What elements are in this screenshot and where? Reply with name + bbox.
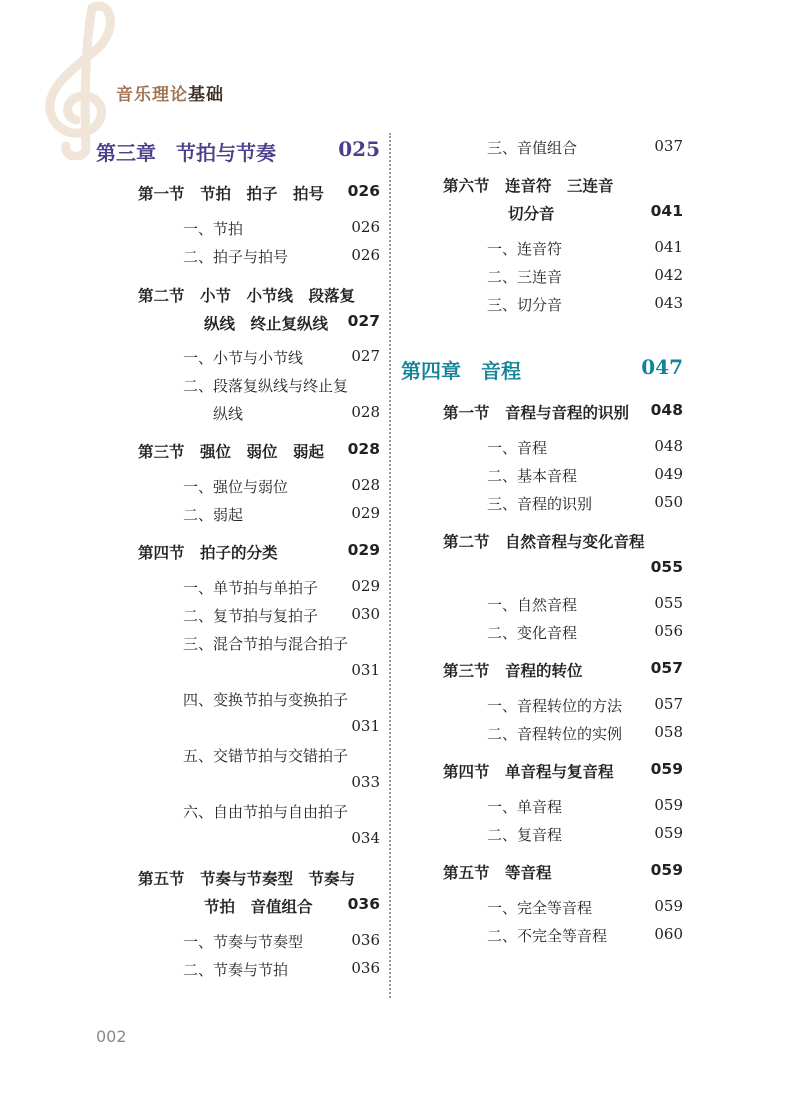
toc-section[interactable] [138, 541, 380, 563]
toc-section[interactable] [443, 659, 683, 681]
item-page: 028 [351, 476, 380, 494]
item-page: 036 [351, 959, 380, 977]
toc-item[interactable] [183, 931, 380, 952]
section-page: 026 [347, 182, 380, 200]
item-title: 二、复音程 [487, 826, 563, 844]
toc-section[interactable] [443, 401, 683, 423]
section-title: 第三节 音程的转位 [443, 662, 583, 680]
toc-item[interactable] [183, 689, 348, 710]
item-page: 050 [654, 493, 683, 511]
item-title: 二、拍子与拍号 [183, 248, 289, 266]
item-title: 三、音值组合 [487, 139, 578, 157]
toc-item-cont[interactable] [213, 403, 380, 424]
section-page: 029 [347, 541, 380, 559]
item-page: 059 [654, 796, 683, 814]
item-page: 027 [351, 347, 380, 365]
section-title: 第三节 强位 弱位 弱起 [138, 443, 325, 461]
item-title: 一、完全等音程 [487, 899, 593, 917]
item-title: 一、自然音程 [487, 596, 578, 614]
toc-section[interactable] [443, 861, 683, 883]
item-title: 三、音程的识别 [487, 495, 593, 513]
toc-item[interactable] [183, 959, 380, 980]
item-title: 一、强位与弱位 [183, 478, 289, 496]
item-title: 二、变化音程 [487, 624, 578, 642]
toc-section[interactable] [443, 530, 645, 552]
item-page: 059 [654, 824, 683, 842]
item-title: 三、混合节拍与混合拍子 [183, 635, 349, 653]
toc-item[interactable] [487, 465, 683, 486]
running-title [116, 80, 224, 105]
toc-section[interactable] [138, 867, 355, 889]
section-title: 第二节 自然音程与变化音程 [443, 533, 645, 551]
section-title-cont: 切分音 [508, 205, 555, 223]
section-page: 048 [650, 401, 683, 419]
item-page: 037 [654, 137, 683, 155]
toc-item[interactable] [487, 493, 683, 514]
toc-item[interactable] [183, 577, 380, 598]
item-page: 033 [351, 773, 380, 791]
section-title-cont: 纵线 终止复纵线 [204, 315, 329, 333]
section-page: 055 [650, 558, 683, 576]
toc-section[interactable] [138, 440, 380, 462]
item-title: 一、单节拍与单拍子 [183, 579, 319, 597]
item-page: 057 [654, 695, 683, 713]
section-page: 057 [650, 659, 683, 677]
item-page: 029 [351, 504, 380, 522]
running-title-part1: 音乐理论 [116, 85, 188, 105]
toc-item[interactable] [487, 137, 683, 158]
toc-item[interactable] [183, 633, 348, 654]
treble-clef-icon [20, 0, 130, 160]
item-title: 二、基本音程 [487, 467, 578, 485]
item-title: 一、音程转位的方法 [487, 697, 623, 715]
section-page: 059 [650, 861, 683, 879]
item-page: 048 [654, 437, 683, 455]
section-title: 第五节 等音程 [443, 864, 552, 882]
item-title: 二、复节拍与复拍子 [183, 607, 319, 625]
item-title: 一、小节与小节线 [183, 349, 304, 367]
item-title: 一、连音符 [487, 240, 563, 258]
toc-section[interactable] [443, 760, 683, 782]
item-page: 041 [654, 238, 683, 256]
section-title: 第六节 连音符 三连音 [443, 177, 614, 195]
toc-section-cont[interactable] [204, 895, 380, 917]
chapter-page: 047 [641, 355, 683, 379]
toc-item[interactable] [487, 594, 683, 615]
toc-section-cont[interactable] [204, 312, 380, 334]
section-page: 041 [650, 202, 683, 220]
toc-item[interactable] [183, 218, 380, 239]
item-page: 056 [654, 622, 683, 640]
toc-section[interactable] [138, 284, 355, 306]
chapter-title: 第四章 音程 [401, 359, 521, 383]
item-title: 一、音程 [487, 439, 548, 457]
item-page: 042 [654, 266, 683, 284]
item-title: 一、节奏与节奏型 [183, 933, 304, 951]
item-page: 049 [654, 465, 683, 483]
toc-section-cont[interactable] [508, 202, 683, 224]
toc-item[interactable] [183, 504, 380, 525]
item-page: 034 [351, 829, 380, 847]
toc-section[interactable] [138, 182, 380, 204]
item-page: 059 [654, 897, 683, 915]
item-page: 043 [654, 294, 683, 312]
item-title: 五、交错节拍与交错拍子 [183, 747, 349, 765]
item-page: 060 [654, 925, 683, 943]
item-page: 058 [654, 723, 683, 741]
section-title: 第五节 节奏与节奏型 节奏与 [138, 870, 356, 888]
item-page: 031 [351, 661, 380, 679]
toc-item[interactable] [487, 238, 683, 259]
toc-item[interactable] [487, 294, 683, 315]
toc-item[interactable] [183, 375, 348, 396]
item-page: 030 [351, 605, 380, 623]
toc-item[interactable] [183, 476, 380, 497]
column-divider [389, 133, 391, 998]
section-page: 027 [347, 312, 380, 330]
item-title: 一、单音程 [487, 798, 563, 816]
running-title-part2: 基础 [188, 85, 224, 105]
section-page: 028 [347, 440, 380, 458]
toc-item[interactable] [487, 266, 683, 287]
chapter-title: 第三章 节拍与节奏 [96, 141, 276, 165]
section-title: 第四节 单音程与复音程 [443, 763, 614, 781]
item-page: 029 [351, 577, 380, 595]
toc-item[interactable] [487, 824, 683, 845]
item-title: 二、不完全等音程 [487, 927, 608, 945]
item-title: 六、自由节拍与自由拍子 [183, 803, 349, 821]
item-title-cont: 纵线 [213, 405, 244, 423]
section-title: 第一节 节拍 拍子 拍号 [138, 185, 325, 203]
item-page: 026 [351, 218, 380, 236]
chapter-page: 025 [338, 137, 380, 161]
toc-item[interactable] [487, 622, 683, 643]
toc-item[interactable] [183, 745, 348, 766]
item-title: 二、三连音 [487, 268, 563, 286]
item-title: 一、节拍 [183, 220, 244, 238]
section-title: 第一节 音程与音程的识别 [443, 404, 630, 422]
toc-chapter-4[interactable] [401, 355, 683, 384]
item-title: 二、弱起 [183, 506, 244, 524]
item-page: 031 [351, 717, 380, 735]
item-page: 036 [351, 931, 380, 949]
toc-item[interactable] [183, 605, 380, 626]
item-page: 055 [654, 594, 683, 612]
section-title: 第四节 拍子的分类 [138, 544, 278, 562]
section-page: 059 [650, 760, 683, 778]
item-title: 二、音程转位的实例 [487, 725, 623, 743]
toc-chapter-3[interactable] [96, 137, 380, 166]
section-page: 036 [347, 895, 380, 913]
toc-item[interactable] [183, 347, 380, 368]
section-title-cont: 节拍 音值组合 [204, 898, 313, 916]
toc-item[interactable] [183, 801, 348, 822]
item-title: 二、节奏与节拍 [183, 961, 289, 979]
toc-item[interactable] [487, 897, 683, 918]
section-title: 第二节 小节 小节线 段落复 [138, 287, 356, 305]
toc-item[interactable] [183, 246, 380, 267]
item-title: 三、切分音 [487, 296, 563, 314]
toc-section[interactable] [443, 174, 614, 196]
toc-item[interactable] [487, 437, 683, 458]
toc-item[interactable] [487, 695, 683, 716]
page-number: 002 [96, 1027, 127, 1046]
item-page: 028 [351, 403, 380, 421]
toc-item[interactable] [487, 796, 683, 817]
toc-item[interactable] [487, 723, 683, 744]
toc-item[interactable] [487, 925, 683, 946]
item-page: 026 [351, 246, 380, 264]
item-title: 四、变换节拍与变换拍子 [183, 691, 349, 709]
item-title: 二、段落复纵线与终止复 [183, 377, 349, 395]
